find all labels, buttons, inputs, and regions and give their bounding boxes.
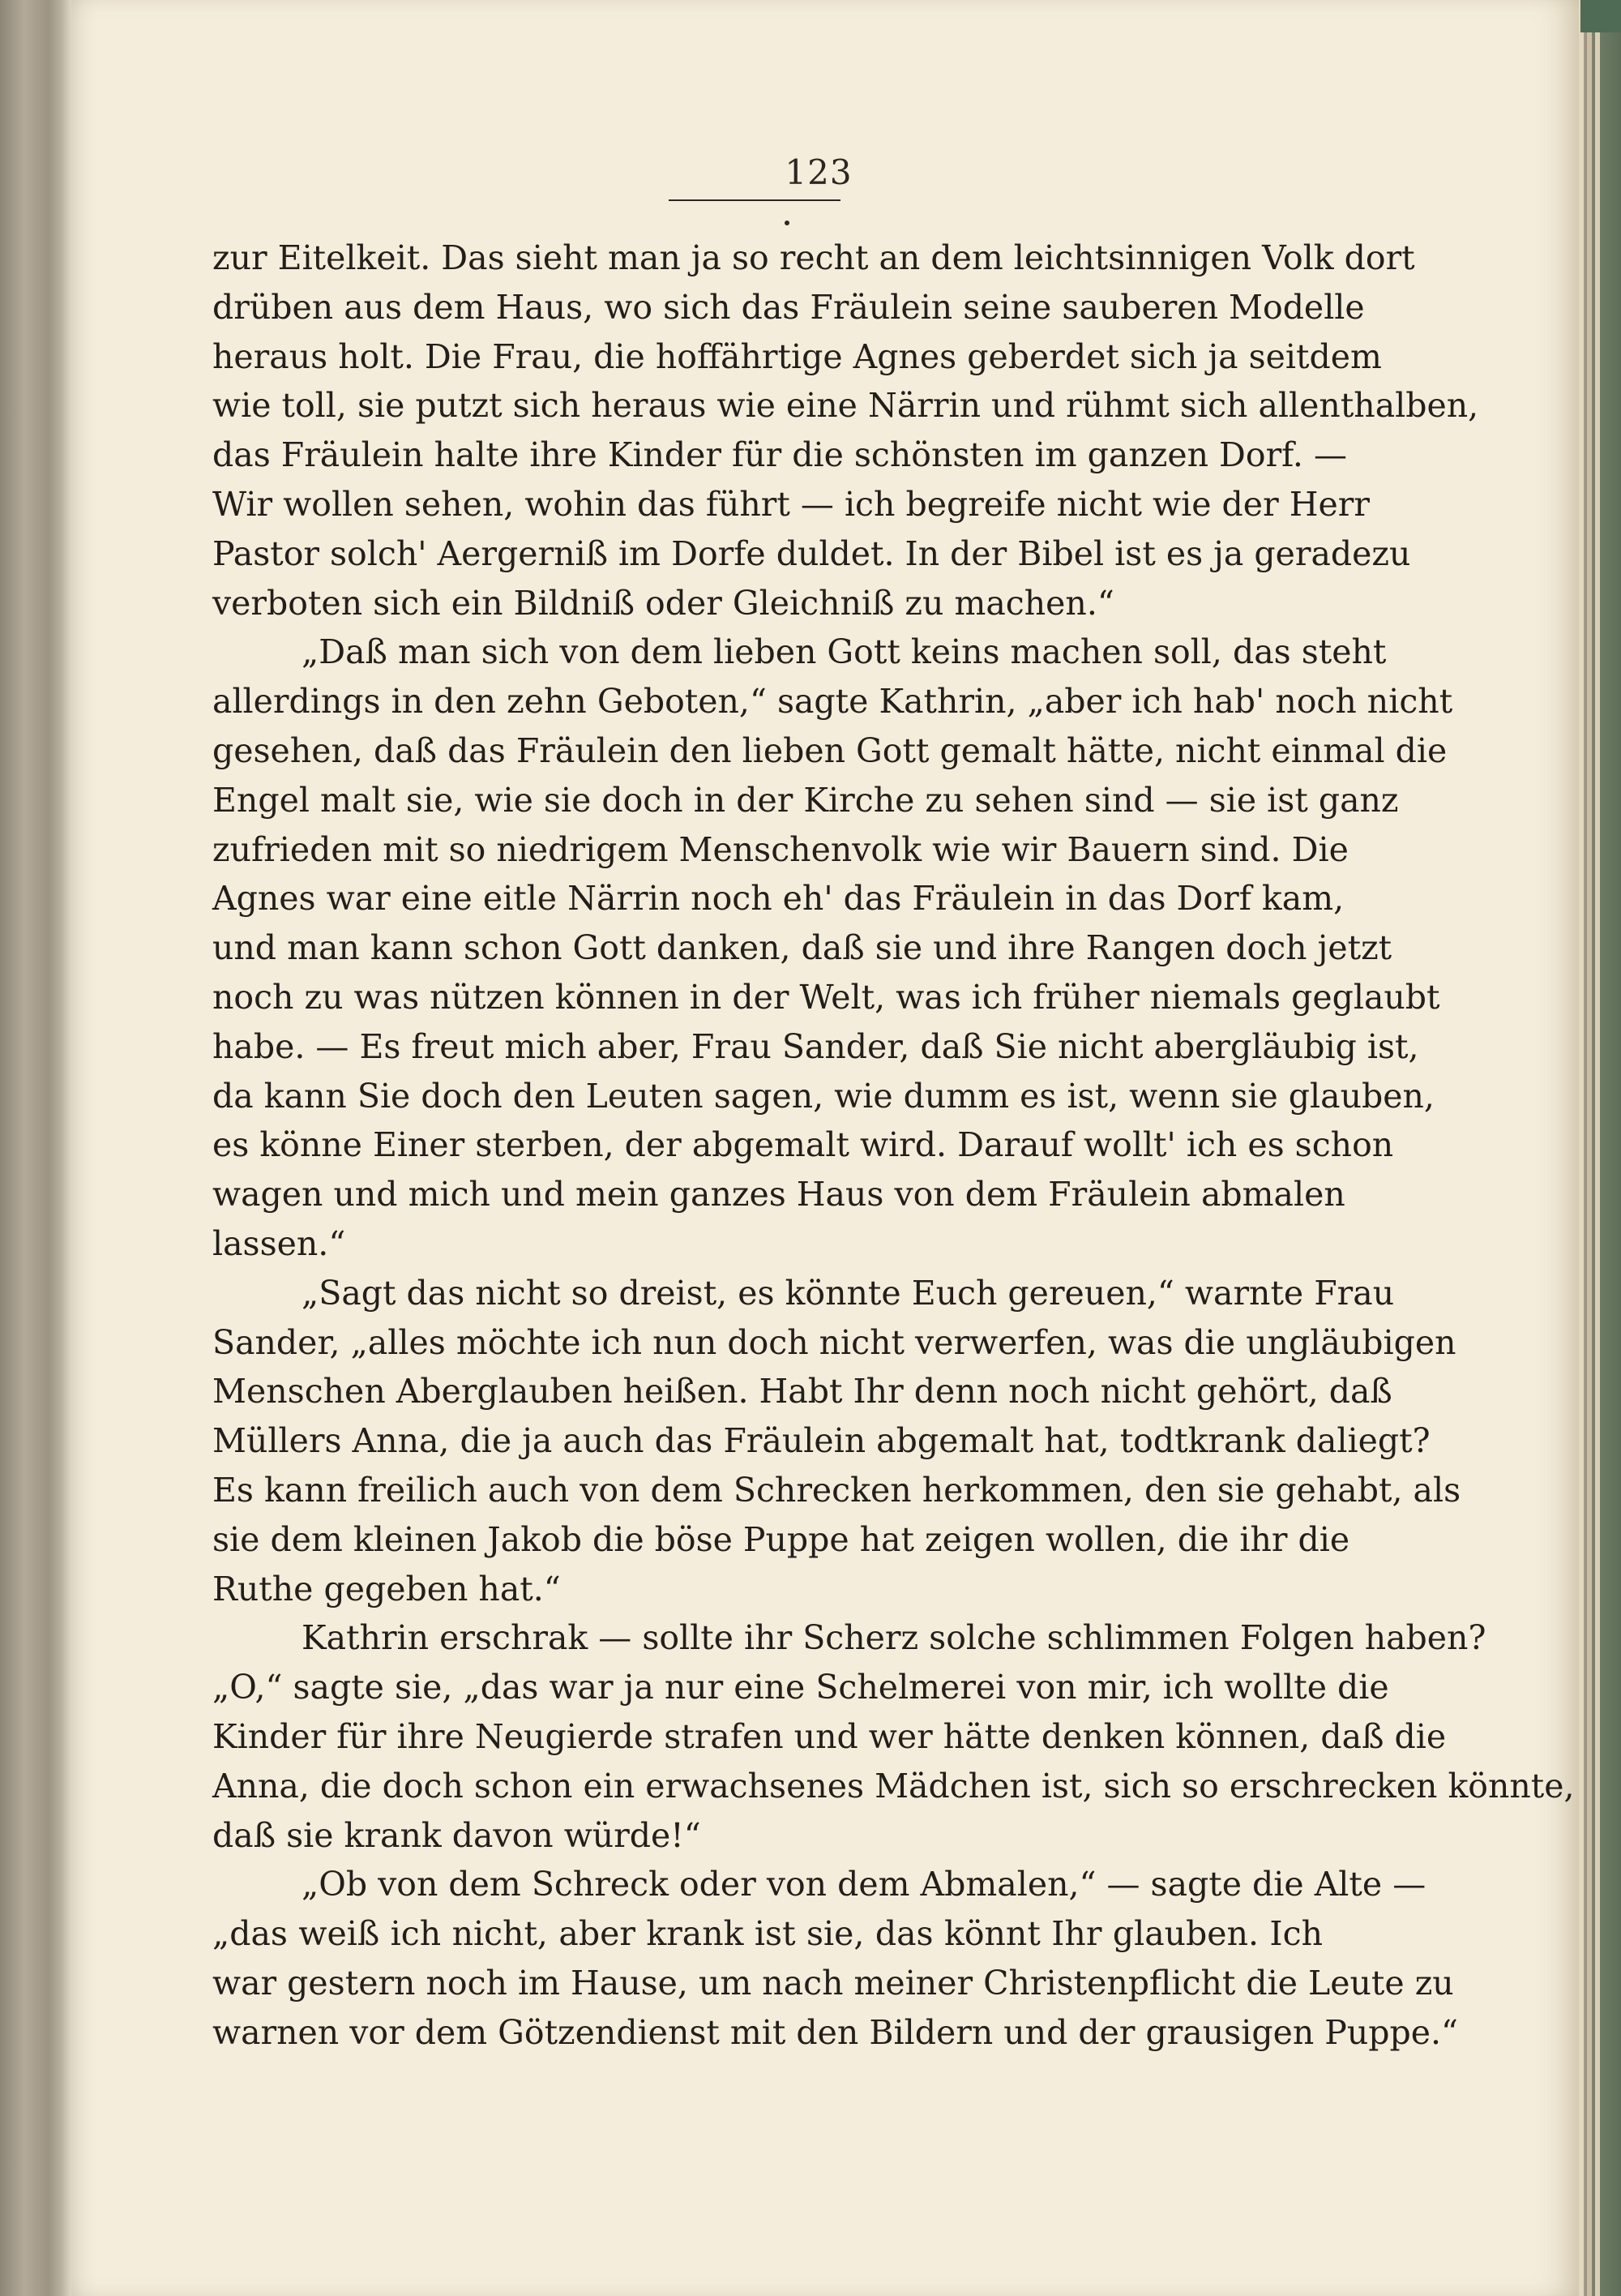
- text-line: da kann Sie doch den Leuten sagen, wie dumm es ist, wenn sie glauben,: [212, 1076, 1435, 1116]
- text-line: wie toll, sie putzt sich heraus wie eine Närrin und rühmt sich allenthalben,: [212, 386, 1479, 426]
- text-line: es könne Einer sterben, der abgemalt wird. Darauf wollt' ich es schon: [212, 1125, 1394, 1165]
- text-line: Sander, „alles möchte ich nun doch nicht verwerfen, was die ungläubigen: [212, 1322, 1456, 1362]
- text-line: Kinder für ihre Neugierde strafen und wer hätte denken können, daß die: [212, 1716, 1447, 1756]
- text-line: verboten sich ein Bildniß oder Gleichniß zu machen.“: [212, 583, 1114, 623]
- text-line: habe. — Es freut mich aber, Frau Sander, daß Sie nicht abergläubig ist,: [212, 1026, 1419, 1066]
- text-line: Menschen Aberglauben heißen. Habt Ihr denn noch nicht gehört, daß: [212, 1372, 1392, 1411]
- text-line: „O,“ sagte sie, „das war ja nur eine Schelmerei von mir, ich wollte die: [212, 1668, 1389, 1707]
- text-line: daß sie krank davon würde!“: [212, 1815, 701, 1855]
- header-rule: [669, 199, 840, 201]
- text-line: und man kann schon Gott danken, daß sie und ihre Rangen doch jetzt: [212, 928, 1392, 968]
- text-line: Anna, die doch schon ein erwachsenes Mädchen ist, sich so erschrecken könnte,: [212, 1766, 1575, 1806]
- text-line: wagen und mich und mein ganzes Haus von dem Fräulein abmalen: [212, 1175, 1345, 1214]
- text-line: lassen.“: [212, 1223, 346, 1263]
- text-line: Wir wollen sehen, wohin das führt — ich begreife nicht wie der Herr: [212, 484, 1370, 524]
- ink-dot: [785, 221, 789, 225]
- text-line: zufrieden mit so niedrigem Menschenvolk wie wir Bauern sind. Die: [212, 829, 1349, 869]
- text-line: „das weiß ich nicht, aber krank ist sie, das könnt Ihr glauben. Ich: [212, 1914, 1323, 1954]
- text-line: „Ob von dem Schreck oder von dem Abmalen,“ — sagte die Alte —: [302, 1865, 1426, 1904]
- page-number: 123: [785, 152, 853, 192]
- text-line: war gestern noch im Hause, um nach meiner Christenpflicht die Leute zu: [212, 1963, 1454, 2003]
- text-line: allerdings in den zehn Geboten,“ sagte Kathrin, „aber ich hab' noch nicht: [212, 682, 1453, 722]
- text-line: Pastor solch' Aergerniß im Dorfe duldet. In der Bibel ist es ja geradezu: [212, 533, 1411, 573]
- text-line: Ruthe gegeben hat.“: [212, 1569, 561, 1608]
- page-edge: [1595, 0, 1600, 2296]
- text-line: drüben aus dem Haus, wo sich das Fräulein seine sauberen Modelle: [212, 287, 1365, 327]
- text-line: Es kann freilich auch von dem Schrecken herkommen, den sie gehabt, als: [212, 1470, 1461, 1510]
- text-line: warnen vor dem Götzendienst mit den Bildern und der grausigen Puppe.“: [212, 2012, 1459, 2052]
- text-line: zur Eitelkeit. Das sieht man ja so recht an dem leichtsinnigen Volk dort: [212, 238, 1415, 277]
- text-line: „Sagt das nicht so dreist, es könnte Euch gereuen,“ warnte Frau: [302, 1273, 1395, 1313]
- body-text: [212, 233, 1575, 2057]
- text-line: das Fräulein halte ihre Kinder für die schönsten im ganzen Dorf. —: [212, 435, 1347, 475]
- text-line: gesehen, daß das Fräulein den lieben Gott gemalt hätte, nicht einmal die: [212, 730, 1448, 770]
- text-line: Kathrin erschrak — sollte ihr Scherz solche schlimmen Folgen haben?: [302, 1618, 1486, 1658]
- text-line: Agnes war eine eitle Närrin noch eh' das Fräulein in das Dorf kam,: [212, 879, 1345, 919]
- text-line: „Daß man sich von dem lieben Gott keins machen soll, das steht: [302, 632, 1387, 672]
- binding-strip: [1580, 0, 1621, 32]
- text-line: heraus holt. Die Frau, die hoffährtige Agnes geberdet sich ja seitdem: [212, 336, 1382, 376]
- page-edge: [1579, 0, 1584, 2296]
- text-line: noch zu was nützen können in der Welt, was ich früher niemals geglaubt: [212, 977, 1440, 1017]
- text-line: sie dem kleinen Jakob die böse Puppe hat zeigen wollen, die ihr die: [212, 1519, 1350, 1559]
- page-edge: [1587, 0, 1592, 2296]
- text-line: Engel malt sie, wie sie doch in der Kirche zu sehen sind — sie ist ganz: [212, 780, 1399, 820]
- text-line: Müllers Anna, die ja auch das Fräulein abgemalt hat, todtkrank daliegt?: [212, 1421, 1431, 1461]
